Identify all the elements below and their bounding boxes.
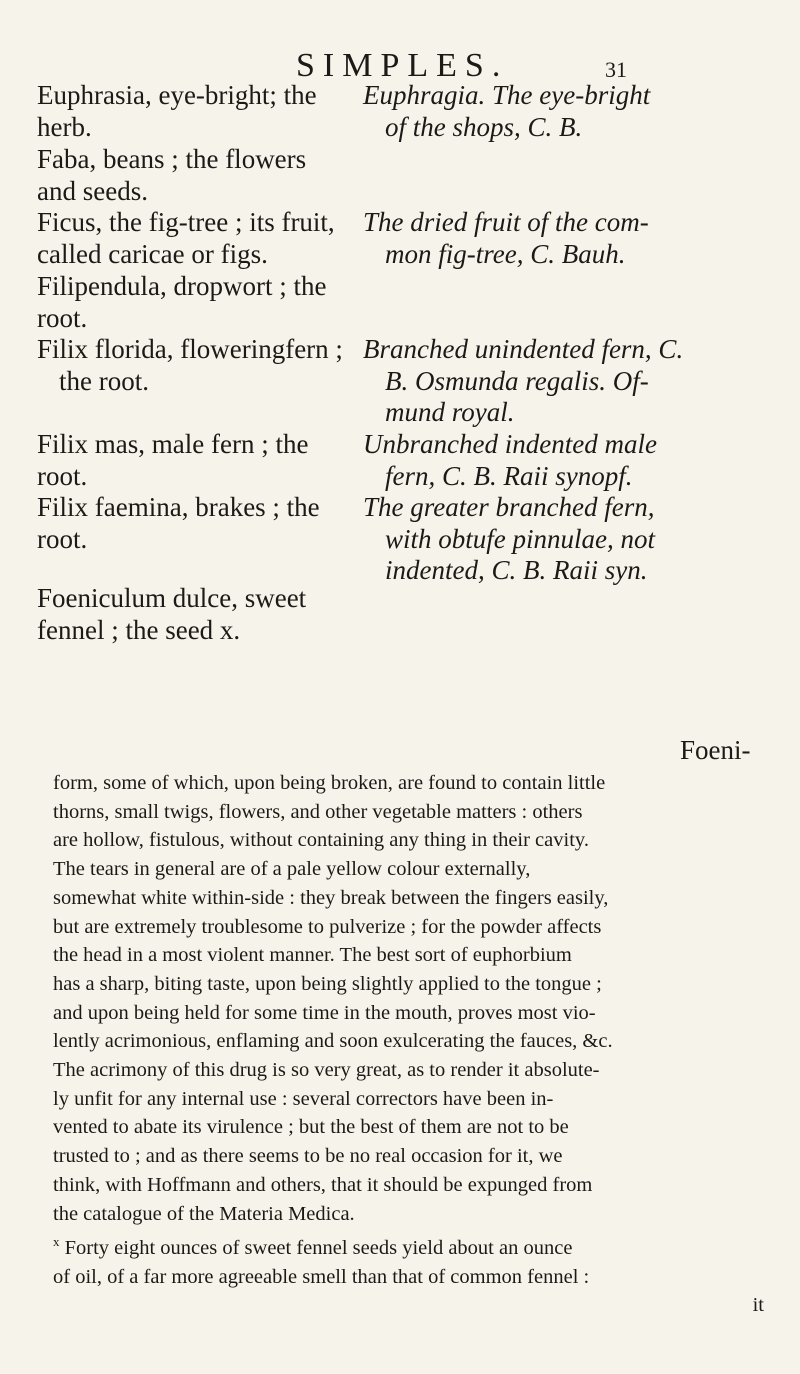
entry-line: root. — [37, 302, 88, 333]
entry-line: the root. — [59, 365, 149, 396]
note-line: has a sharp, biting taste, upon being slightly applied to the tongue ; — [53, 972, 602, 995]
entry-line: Euphragia. The eye-bright — [363, 80, 651, 110]
entry-line: Unbranched indented male — [363, 429, 657, 459]
entry-line: indented, C. B. Raii syn. — [385, 555, 648, 585]
note-line: ly unfit for any internal use : several correctors have been in- — [53, 1087, 554, 1110]
entry-line: and seeds. — [37, 175, 148, 206]
note-line: form, some of which, upon being broken, are found to contain little — [53, 772, 606, 794]
note-line: are hollow, fistulous, without containing any thing in their cavity. — [53, 829, 589, 852]
notes-section — [53, 769, 776, 1320]
footnote-catchword: it — [752, 1294, 764, 1317]
note-line: the catalogue of the Materia Medica. — [53, 1202, 355, 1225]
entry-line: mon fig-tree, C. Bauh. — [385, 238, 626, 269]
entry-filix-florida — [37, 334, 343, 397]
entry-line: Filix florida, floweringfern ; — [37, 334, 343, 364]
synonym-branched-fern — [363, 334, 683, 429]
entry-filipendula — [37, 271, 326, 334]
entry-line: herb. — [37, 111, 92, 142]
synonym-euphragia — [363, 80, 650, 143]
note-line: somewhat white within-side : they break between the fingers easily, — [53, 886, 609, 909]
entry-faba — [37, 144, 306, 207]
entry-line: Ficus, the fig-tree ; its fruit, — [37, 207, 335, 237]
footnote — [53, 1228, 776, 1263]
entry-filix-mas — [37, 429, 308, 492]
footnote-mark: x — [53, 1234, 60, 1250]
synonym-greater-fern — [363, 492, 655, 587]
note-line: The acrimony of this drug is so very great, as to render it absolute- — [53, 1059, 600, 1082]
footnote-line: Forty eight ounces of sweet fennel seeds yield about an ounce — [64, 1237, 573, 1260]
entry-line: Foeniculum dulce, sweet — [37, 583, 307, 613]
entry-line: Faba, beans ; the flowers — [37, 144, 307, 174]
entry-line: fern, C. B. Raii synopf. — [385, 460, 633, 491]
entry-line: fennel ; the seed x. — [37, 614, 241, 645]
entry-line: with obtufe pinnulae, not — [385, 523, 655, 554]
entry-line: Branched unindented fern, C. — [363, 334, 684, 364]
note-line: thorns, small twigs, flowers, and other vegetable matters : others — [53, 800, 583, 823]
entry-line: Filix mas, male fern ; the — [37, 429, 309, 459]
note-line: trusted to ; and as there seems to be no real occasion for it, we — [53, 1145, 563, 1168]
entry-line: root. — [37, 523, 88, 554]
catchword: Foeni- — [680, 735, 751, 765]
synonym-fig — [363, 207, 649, 270]
entry-line: mund royal. — [385, 397, 515, 427]
entry-line: Filix faemina, brakes ; the — [37, 492, 320, 522]
entry-line: The greater branched fern, — [363, 492, 655, 522]
entry-line: Filipendula, dropwort ; the — [37, 271, 327, 301]
note-line: and upon being held for some time in the mouth, proves most vio- — [53, 1001, 596, 1024]
entry-line: The dried fruit of the com- — [363, 207, 649, 237]
page-number: 31 — [605, 57, 627, 82]
entry-line: B. Osmunda regalis. Of- — [385, 365, 649, 396]
entry-line: of the shops, C. B. — [385, 111, 583, 142]
note-line: think, with Hoffmann and others, that it should be expunged from — [53, 1173, 593, 1196]
note-line: The tears in general are of a pale yellow colour externally, — [53, 858, 531, 881]
note-line: the head in a most violent manner. The best sort of euphorbium — [53, 944, 572, 967]
note-line: lently acrimonious, enflaming and soon exulcerating the fauces, &c. — [53, 1030, 613, 1053]
note-line: but are extremely troublesome to pulverize ; for the powder affects — [53, 915, 602, 938]
entry-ficus — [37, 207, 335, 270]
entry-line: Euphrasia, eye-bright; the — [37, 80, 317, 110]
note-line: vented to abate its virulence ; but the best of them are not to be — [53, 1116, 569, 1139]
footnote-line: of oil, of a far more agreeable smell than that of common fennel : — [53, 1265, 590, 1288]
entry-euphrasia — [37, 80, 317, 143]
entry-foeniculum — [37, 583, 306, 646]
entry-filix-faemina — [37, 492, 320, 555]
entry-line: root. — [37, 460, 88, 491]
entry-line: called caricae or figs. — [37, 238, 268, 269]
running-title: SIMPLES. — [296, 47, 509, 84]
synonym-male-fern — [363, 429, 657, 492]
